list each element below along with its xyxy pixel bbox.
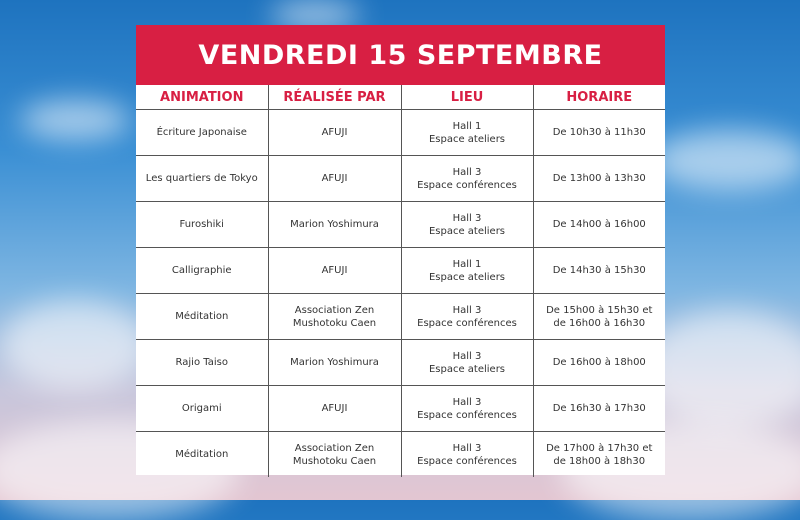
column-header-lieu: LIEU (401, 85, 533, 110)
cell-realisee-par (268, 432, 401, 478)
schedule-table (136, 85, 665, 477)
cell-animation (136, 340, 268, 386)
cell-lieu (401, 386, 533, 432)
cell-lieu-line: Espace ateliers (428, 363, 506, 375)
cell-animation-text: Méditation (175, 449, 229, 460)
cell-lieu-line: Espace conférences (417, 317, 517, 329)
cell-lieu (401, 156, 533, 202)
cell-lieu-line: Hall 3 (452, 166, 482, 178)
cell-lieu-line: Hall 1 (452, 120, 482, 132)
cell-realisee-par (268, 202, 401, 248)
cell-realisee-par-line: AFUJI (321, 265, 348, 276)
cell-horaire (533, 386, 665, 432)
table-row (136, 202, 665, 248)
cell-lieu (401, 110, 533, 156)
cell-lieu-line: Hall 3 (452, 350, 482, 362)
cell-realisee-par-line: Mushotoku Caen (292, 455, 377, 467)
cell-realisee-par (268, 386, 401, 432)
background-cloud (650, 130, 800, 190)
cell-horaire (533, 294, 665, 340)
cell-horaire-line: De 17h00 à 17h30 et (546, 442, 653, 454)
cell-animation-text: Les quartiers de Tokyo (145, 173, 258, 184)
cell-lieu-line: Espace conférences (417, 455, 517, 467)
table-row (136, 294, 665, 340)
cell-animation-text: Écriture Japonaise (156, 127, 247, 138)
cell-lieu-line: Espace ateliers (428, 133, 506, 145)
cell-horaire-line: De 15h00 à 15h30 et (546, 304, 653, 316)
cell-horaire-line: De 14h30 à 15h30 (552, 265, 646, 276)
table-row (136, 248, 665, 294)
cell-horaire (533, 340, 665, 386)
cell-horaire-line: de 16h00 à 16h30 (553, 317, 646, 329)
cell-horaire (533, 202, 665, 248)
cell-realisee-par-line: AFUJI (321, 403, 348, 414)
cell-lieu (401, 248, 533, 294)
cell-animation-text: Calligraphie (171, 265, 232, 276)
cell-horaire-line: de 18h00 à 18h30 (553, 455, 646, 467)
cell-realisee-par (268, 110, 401, 156)
cell-horaire-line: De 16h30 à 17h30 (552, 403, 646, 414)
cell-lieu (401, 294, 533, 340)
schedule-panel (136, 25, 665, 475)
cell-realisee-par-line: Marion Yoshimura (290, 357, 379, 368)
cell-lieu (401, 202, 533, 248)
cell-realisee-par-line: AFUJI (321, 127, 348, 138)
cell-animation (136, 110, 268, 156)
cell-lieu-line: Espace conférences (417, 179, 517, 191)
column-header-horaire: HORAIRE (533, 85, 665, 110)
cell-horaire (533, 432, 665, 478)
cell-horaire (533, 248, 665, 294)
table-row (136, 110, 665, 156)
page-title: VENDREDI 15 SEPTEMBRE (136, 25, 665, 85)
cell-horaire (533, 156, 665, 202)
cell-realisee-par (268, 156, 401, 202)
table-row (136, 340, 665, 386)
cell-animation-text: Rajio Taiso (175, 357, 228, 368)
cell-realisee-par-line: AFUJI (321, 173, 348, 184)
cell-lieu-line: Hall 3 (452, 396, 482, 408)
cell-horaire-line: De 14h00 à 16h00 (552, 219, 646, 230)
cell-animation-text: Méditation (175, 311, 229, 322)
cell-realisee-par (268, 248, 401, 294)
cell-lieu-line: Hall 3 (452, 304, 482, 316)
cell-lieu-line: Hall 1 (452, 258, 482, 270)
background-cloud (20, 100, 130, 140)
cell-animation (136, 202, 268, 248)
cell-animation-text: Origami (181, 403, 222, 414)
cell-animation (136, 294, 268, 340)
cell-realisee-par-line: Association Zen (294, 442, 375, 454)
cell-horaire-line: De 10h30 à 11h30 (552, 127, 646, 138)
cell-horaire-line: De 16h00 à 18h00 (552, 357, 646, 368)
cell-lieu-line: Espace conférences (417, 409, 517, 421)
background-cloud (0, 300, 150, 390)
column-header-animation: ANIMATION (136, 85, 268, 110)
cell-animation (136, 248, 268, 294)
column-header-realisee-par: RÉALISÉE PAR (268, 85, 401, 110)
cell-horaire (533, 110, 665, 156)
cell-lieu-line: Espace ateliers (428, 271, 506, 283)
cell-realisee-par-line: Marion Yoshimura (290, 219, 379, 230)
cell-horaire-line: De 13h00 à 13h30 (552, 173, 646, 184)
cell-animation (136, 156, 268, 202)
table-row (136, 156, 665, 202)
cell-lieu (401, 340, 533, 386)
cell-realisee-par (268, 294, 401, 340)
cell-lieu-line: Hall 3 (452, 442, 482, 454)
table-header-row (136, 85, 665, 110)
cell-lieu-line: Espace ateliers (428, 225, 506, 237)
cell-realisee-par-line: Mushotoku Caen (292, 317, 377, 329)
cell-animation-text: Furoshiki (179, 219, 224, 230)
table-row (136, 432, 665, 478)
cell-animation (136, 432, 268, 478)
cell-realisee-par-line: Association Zen (294, 304, 375, 316)
cell-lieu-line: Hall 3 (452, 212, 482, 224)
cell-realisee-par (268, 340, 401, 386)
table-row (136, 386, 665, 432)
cell-animation (136, 386, 268, 432)
cell-lieu (401, 432, 533, 478)
